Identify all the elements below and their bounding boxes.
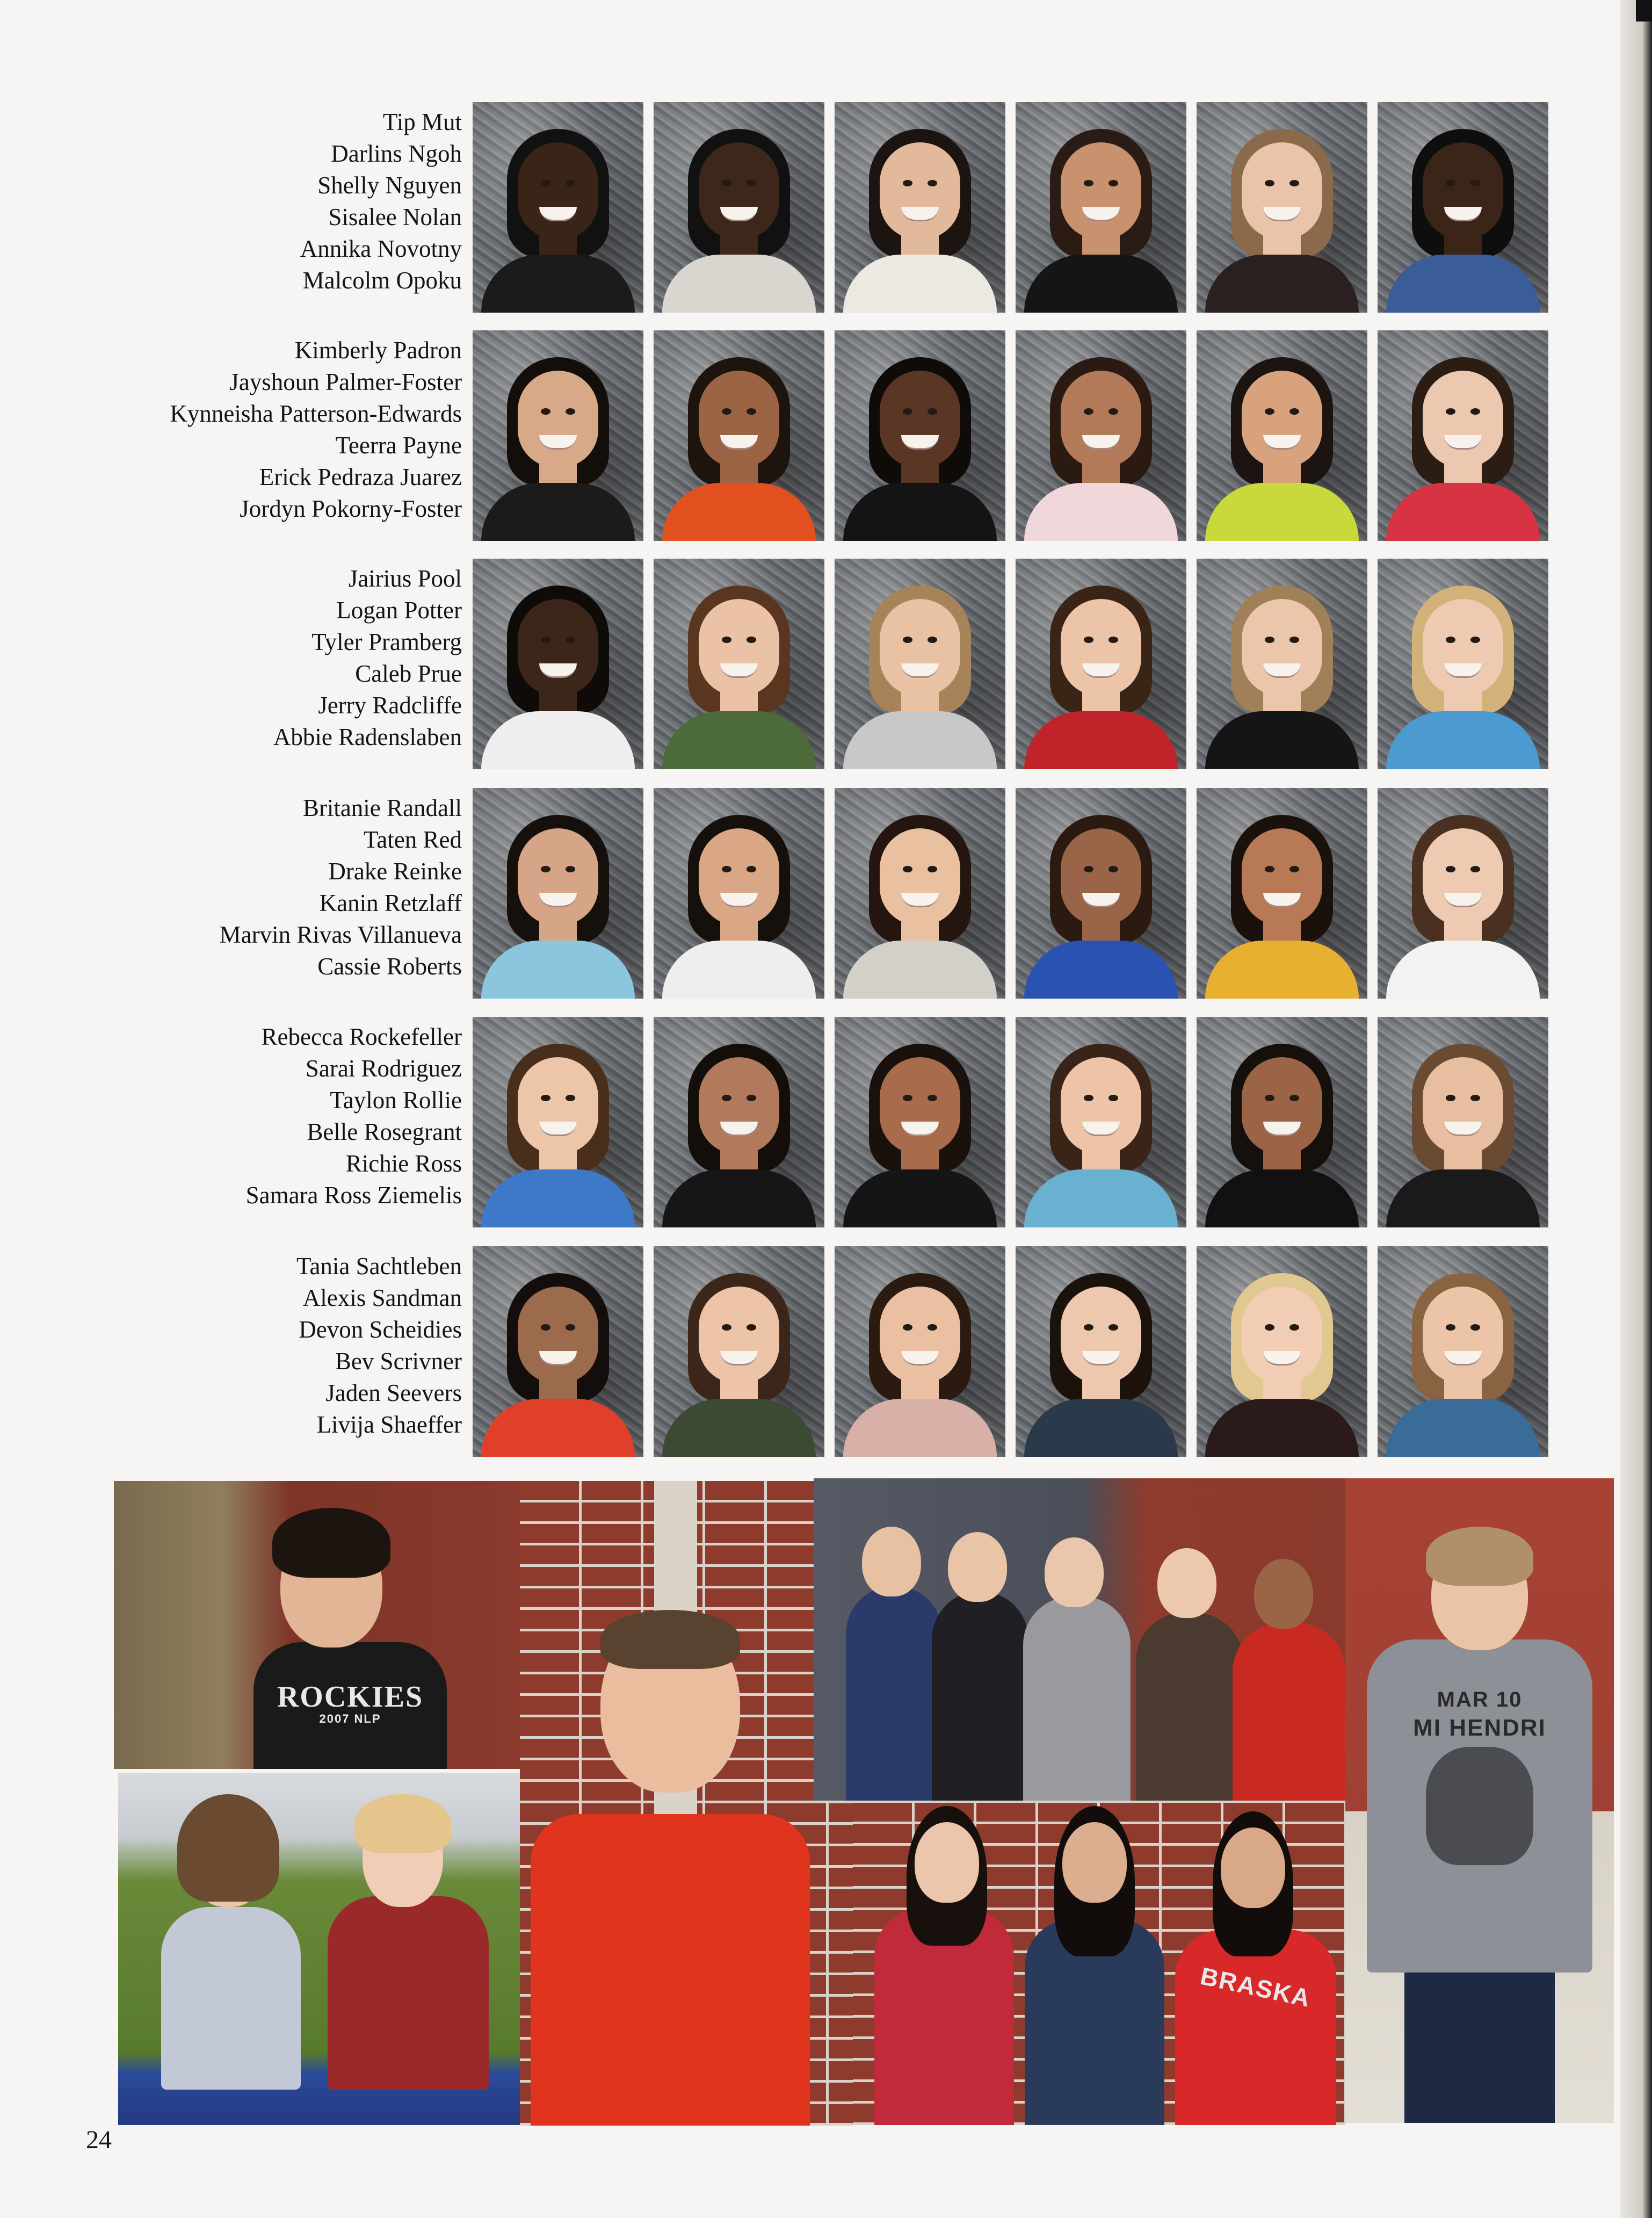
portrait-face bbox=[518, 1057, 598, 1154]
portrait-eye bbox=[722, 180, 731, 186]
portrait-eye bbox=[747, 408, 756, 415]
portrait-shirt bbox=[481, 255, 635, 313]
portrait-row bbox=[0, 559, 1611, 771]
portrait-eye bbox=[722, 1324, 731, 1331]
portrait-face bbox=[1423, 1287, 1503, 1383]
portrait-eye bbox=[1446, 1095, 1455, 1101]
student-portrait bbox=[654, 559, 824, 769]
student-portrait bbox=[473, 788, 643, 999]
student-name: Cassie Roberts bbox=[317, 953, 462, 980]
portrait-eye bbox=[1470, 180, 1480, 186]
portrait-face bbox=[880, 142, 960, 239]
student-name: Sarai Rodriguez bbox=[305, 1055, 462, 1082]
student-name: Tania Sachtleben bbox=[296, 1253, 462, 1280]
portrait-face bbox=[1242, 371, 1322, 467]
portrait-eye bbox=[903, 408, 912, 415]
portrait-eye bbox=[722, 408, 731, 415]
portrait-eye bbox=[1289, 1324, 1299, 1331]
portrait-eye bbox=[1108, 637, 1118, 643]
hendrix-shirt-text: MI HENDRI bbox=[1413, 1715, 1546, 1741]
page-corner bbox=[1636, 0, 1652, 21]
portrait-shirt bbox=[1205, 941, 1359, 999]
portrait-eye bbox=[1084, 1095, 1093, 1101]
student-name: Marvin Rivas Villanueva bbox=[219, 921, 462, 948]
portrait-eye bbox=[1108, 1095, 1118, 1101]
portrait-eye bbox=[1470, 1324, 1480, 1331]
student-name: Taten Red bbox=[363, 826, 462, 853]
student-portrait bbox=[1016, 102, 1186, 313]
portrait-eye bbox=[747, 866, 756, 872]
portrait-face bbox=[1423, 1057, 1503, 1154]
portrait-eye bbox=[1265, 637, 1274, 643]
portrait-shirt bbox=[1024, 1399, 1178, 1457]
student-portrait bbox=[1016, 559, 1186, 769]
name-list bbox=[64, 1251, 462, 1441]
page-number: 24 bbox=[86, 2126, 112, 2154]
student-name: Bev Scrivner bbox=[335, 1348, 462, 1375]
name-list bbox=[64, 1021, 462, 1211]
portrait-shirt bbox=[662, 711, 816, 769]
portrait-shirt bbox=[1024, 711, 1178, 769]
portrait-face bbox=[880, 371, 960, 467]
portrait-eye bbox=[1265, 180, 1274, 186]
portrait-shirt bbox=[1386, 711, 1540, 769]
portrait-eye bbox=[1108, 408, 1118, 415]
student-portrait bbox=[1016, 330, 1186, 541]
portrait-face bbox=[1423, 371, 1503, 467]
candid-photo-thumbs-up bbox=[114, 1481, 520, 1769]
portrait-eye bbox=[747, 1324, 756, 1331]
portrait-shirt bbox=[1205, 1399, 1359, 1457]
portrait-eye bbox=[903, 1095, 912, 1101]
student-name: Richie Ross bbox=[345, 1150, 462, 1177]
student-portrait bbox=[835, 1017, 1005, 1227]
student-portrait bbox=[1197, 102, 1367, 313]
portrait-row bbox=[0, 1246, 1611, 1458]
page-binding-edge bbox=[1620, 0, 1652, 2218]
student-portrait bbox=[1378, 1017, 1548, 1227]
portrait-eye bbox=[541, 1324, 550, 1331]
student-portrait bbox=[1378, 330, 1548, 541]
student-name: Tyler Pramberg bbox=[311, 628, 462, 655]
student-name: Alexis Sandman bbox=[302, 1284, 462, 1311]
portrait-eye bbox=[747, 180, 756, 186]
student-name: Samara Ross Ziemelis bbox=[245, 1182, 462, 1209]
portrait-shirt bbox=[481, 1169, 635, 1227]
portrait-eye bbox=[1084, 866, 1093, 872]
portrait-face bbox=[518, 1287, 598, 1383]
portrait-eye bbox=[1084, 180, 1093, 186]
student-portrait bbox=[473, 1246, 643, 1457]
portrait-shirt bbox=[1205, 711, 1359, 769]
student-name: Jaden Seevers bbox=[325, 1379, 462, 1406]
student-portrait bbox=[835, 102, 1005, 313]
nebraska-shirt-text: BRASKA bbox=[1198, 1961, 1314, 2013]
portrait-eye bbox=[903, 180, 912, 186]
student-portrait bbox=[1197, 559, 1367, 769]
portrait-eye bbox=[903, 866, 912, 872]
portrait-face bbox=[880, 1057, 960, 1154]
portrait-eye bbox=[541, 408, 550, 415]
portrait-face bbox=[699, 599, 779, 696]
student-portrait bbox=[473, 330, 643, 541]
candid-photo-hoodie-boy bbox=[1345, 1478, 1614, 2123]
portrait-shirt bbox=[481, 1399, 635, 1457]
student-portrait bbox=[1378, 1246, 1548, 1457]
portrait-eye bbox=[566, 1095, 575, 1101]
portrait-row bbox=[0, 788, 1611, 1000]
student-portrait bbox=[654, 788, 824, 999]
student-portrait bbox=[1197, 330, 1367, 541]
portrait-face bbox=[1423, 828, 1503, 925]
rockies-shirt-subtext: 2007 NLP bbox=[319, 1712, 381, 1725]
portrait-face bbox=[1061, 1057, 1141, 1154]
portrait-shirt bbox=[843, 1399, 997, 1457]
portrait-eye bbox=[1265, 866, 1274, 872]
student-name: Kynneisha Patterson-Edwards bbox=[170, 400, 462, 427]
student-name: Darlins Ngoh bbox=[331, 140, 462, 167]
name-list bbox=[64, 792, 462, 982]
portrait-shirt bbox=[843, 941, 997, 999]
portrait-eye bbox=[566, 408, 575, 415]
portrait-eye bbox=[903, 637, 912, 643]
portrait-shirt bbox=[662, 1169, 816, 1227]
portrait-eye bbox=[1289, 180, 1299, 186]
portrait-shirt bbox=[843, 711, 997, 769]
student-portrait bbox=[835, 788, 1005, 999]
portrait-eye bbox=[566, 180, 575, 186]
portrait-face bbox=[1061, 1287, 1141, 1383]
portrait-shirt bbox=[481, 941, 635, 999]
portrait-eye bbox=[566, 866, 575, 872]
student-portrait bbox=[835, 330, 1005, 541]
portrait-eye bbox=[1446, 180, 1455, 186]
portrait-eye bbox=[1470, 866, 1480, 872]
candid-photo-group bbox=[814, 1478, 1345, 1801]
student-portrait bbox=[1197, 1246, 1367, 1457]
portrait-face bbox=[518, 142, 598, 239]
portrait-row bbox=[0, 1017, 1611, 1229]
student-name: Annika Novotny bbox=[300, 235, 462, 262]
student-name: Devon Scheidies bbox=[299, 1316, 462, 1343]
portrait-shirt bbox=[1205, 255, 1359, 313]
portrait-eye bbox=[928, 866, 937, 872]
portrait-eye bbox=[1446, 408, 1455, 415]
student-name: Kanin Retzlaff bbox=[319, 890, 462, 916]
student-name: Jordyn Pokorny-Foster bbox=[240, 495, 462, 522]
student-name: Tip Mut bbox=[382, 109, 462, 135]
student-name: Kimberly Padron bbox=[294, 337, 462, 364]
portrait-shirt bbox=[662, 941, 816, 999]
portrait-eye bbox=[722, 866, 731, 872]
portrait-face bbox=[1061, 142, 1141, 239]
portrait-shirt bbox=[662, 483, 816, 541]
portrait-eye bbox=[1446, 866, 1455, 872]
portrait-shirt bbox=[1386, 941, 1540, 999]
portrait-face bbox=[518, 371, 598, 467]
student-portrait bbox=[1016, 1017, 1186, 1227]
portrait-eye bbox=[1289, 637, 1299, 643]
portrait-shirt bbox=[1386, 483, 1540, 541]
portrait-face bbox=[1061, 599, 1141, 696]
portrait-face bbox=[1423, 599, 1503, 696]
student-name: Jerry Radcliffe bbox=[318, 692, 462, 719]
student-portrait bbox=[1378, 788, 1548, 999]
student-name: Sisalee Nolan bbox=[328, 204, 462, 230]
student-portrait bbox=[1016, 1246, 1186, 1457]
name-list bbox=[64, 563, 462, 753]
portrait-face bbox=[518, 599, 598, 696]
portrait-eye bbox=[928, 180, 937, 186]
portrait-shirt bbox=[843, 255, 997, 313]
portrait-eye bbox=[1470, 1095, 1480, 1101]
portrait-eye bbox=[722, 637, 731, 643]
portrait-face bbox=[1061, 371, 1141, 467]
portrait-face bbox=[1061, 828, 1141, 925]
portrait-face bbox=[1242, 1057, 1322, 1154]
portrait-eye bbox=[928, 408, 937, 415]
portrait-face bbox=[880, 1287, 960, 1383]
portrait-eye bbox=[1470, 637, 1480, 643]
student-portrait bbox=[835, 1246, 1005, 1457]
hendrix-shirt-date: MAR 10 bbox=[1437, 1688, 1523, 1711]
portrait-shirt bbox=[1024, 255, 1178, 313]
portrait-eye bbox=[722, 1095, 731, 1101]
student-portrait bbox=[1378, 102, 1548, 313]
portrait-eye bbox=[1265, 1324, 1274, 1331]
candid-photo-three-girls bbox=[853, 1801, 1345, 2125]
student-name: Britanie Randall bbox=[302, 794, 462, 821]
portrait-eye bbox=[541, 866, 550, 872]
portrait-shirt bbox=[481, 483, 635, 541]
student-portrait bbox=[835, 559, 1005, 769]
student-portrait bbox=[1378, 559, 1548, 769]
portrait-eye bbox=[928, 1095, 937, 1101]
candid-photo-two-girls bbox=[118, 1773, 520, 2125]
portrait-eye bbox=[1446, 1324, 1455, 1331]
portrait-face bbox=[518, 828, 598, 925]
portrait-face bbox=[880, 828, 960, 925]
portrait-eye bbox=[541, 637, 550, 643]
portrait-eye bbox=[1446, 637, 1455, 643]
portrait-shirt bbox=[1205, 1169, 1359, 1227]
portrait-shirt bbox=[843, 483, 997, 541]
student-portrait bbox=[654, 1246, 824, 1457]
student-name: Caleb Prue bbox=[355, 660, 462, 687]
student-portrait bbox=[1016, 788, 1186, 999]
portrait-eye bbox=[1289, 866, 1299, 872]
portrait-shirt bbox=[1386, 255, 1540, 313]
portrait-shirt bbox=[1386, 1169, 1540, 1227]
portrait-eye bbox=[1289, 408, 1299, 415]
portrait-eye bbox=[566, 637, 575, 643]
name-list bbox=[64, 106, 462, 297]
portrait-face bbox=[1242, 599, 1322, 696]
portrait-face bbox=[699, 1057, 779, 1154]
portrait-face bbox=[1423, 142, 1503, 239]
portrait-row bbox=[0, 330, 1611, 543]
portrait-eye bbox=[1289, 1095, 1299, 1101]
portrait-eye bbox=[1084, 637, 1093, 643]
portrait-row bbox=[0, 102, 1611, 314]
portrait-eye bbox=[1108, 1324, 1118, 1331]
portrait-shirt bbox=[1205, 483, 1359, 541]
portrait-eye bbox=[747, 1095, 756, 1101]
portrait-eye bbox=[1108, 866, 1118, 872]
portrait-eye bbox=[747, 637, 756, 643]
portrait-shirt bbox=[1024, 941, 1178, 999]
student-name: Taylon Rollie bbox=[330, 1087, 462, 1114]
portrait-shirt bbox=[662, 1399, 816, 1457]
student-portrait bbox=[1197, 1017, 1367, 1227]
student-portrait bbox=[654, 330, 824, 541]
candid-photo-red-shirt-boy bbox=[520, 1481, 853, 2126]
student-name: Livija Shaeffer bbox=[316, 1411, 462, 1438]
student-name: Belle Rosegrant bbox=[307, 1118, 462, 1145]
portrait-face bbox=[699, 828, 779, 925]
portrait-eye bbox=[541, 1095, 550, 1101]
student-portrait bbox=[473, 102, 643, 313]
student-name: Jairius Pool bbox=[348, 565, 462, 592]
student-portrait bbox=[473, 1017, 643, 1227]
portrait-face bbox=[880, 599, 960, 696]
student-portrait bbox=[654, 1017, 824, 1227]
portrait-shirt bbox=[1024, 483, 1178, 541]
student-name: Abbie Radenslaben bbox=[273, 724, 462, 750]
portrait-shirt bbox=[662, 255, 816, 313]
student-name: Erick Pedraza Juarez bbox=[259, 464, 462, 490]
student-name: Jayshoun Palmer-Foster bbox=[229, 369, 462, 395]
student-portrait bbox=[473, 559, 643, 769]
portrait-shirt bbox=[1386, 1399, 1540, 1457]
portrait-eye bbox=[1084, 408, 1093, 415]
student-name: Shelly Nguyen bbox=[317, 172, 462, 199]
portrait-shirt bbox=[1024, 1169, 1178, 1227]
portrait-eye bbox=[1265, 1095, 1274, 1101]
portrait-shirt bbox=[481, 711, 635, 769]
student-portrait bbox=[654, 102, 824, 313]
name-list bbox=[64, 335, 462, 525]
student-name: Teerra Payne bbox=[335, 432, 462, 459]
portrait-face bbox=[699, 1287, 779, 1383]
portrait-eye bbox=[903, 1324, 912, 1331]
portrait-face bbox=[1242, 142, 1322, 239]
portrait-face bbox=[699, 371, 779, 467]
portrait-face bbox=[1242, 1287, 1322, 1383]
portrait-eye bbox=[1470, 408, 1480, 415]
portrait-eye bbox=[541, 180, 550, 186]
student-portrait bbox=[1197, 788, 1367, 999]
portrait-eye bbox=[928, 637, 937, 643]
portrait-eye bbox=[928, 1324, 937, 1331]
portrait-eye bbox=[1265, 408, 1274, 415]
portrait-face bbox=[699, 142, 779, 239]
student-name: Drake Reinke bbox=[328, 858, 462, 885]
rockies-shirt-text: ROCKIES bbox=[277, 1680, 424, 1714]
portrait-eye bbox=[1108, 180, 1118, 186]
student-name: Logan Potter bbox=[336, 597, 462, 624]
student-name: Rebecca Rockefeller bbox=[261, 1023, 462, 1050]
student-name: Malcolm Opoku bbox=[302, 267, 462, 294]
portrait-shirt bbox=[843, 1169, 997, 1227]
portrait-face bbox=[1242, 828, 1322, 925]
portrait-eye bbox=[566, 1324, 575, 1331]
portrait-eye bbox=[1084, 1324, 1093, 1331]
